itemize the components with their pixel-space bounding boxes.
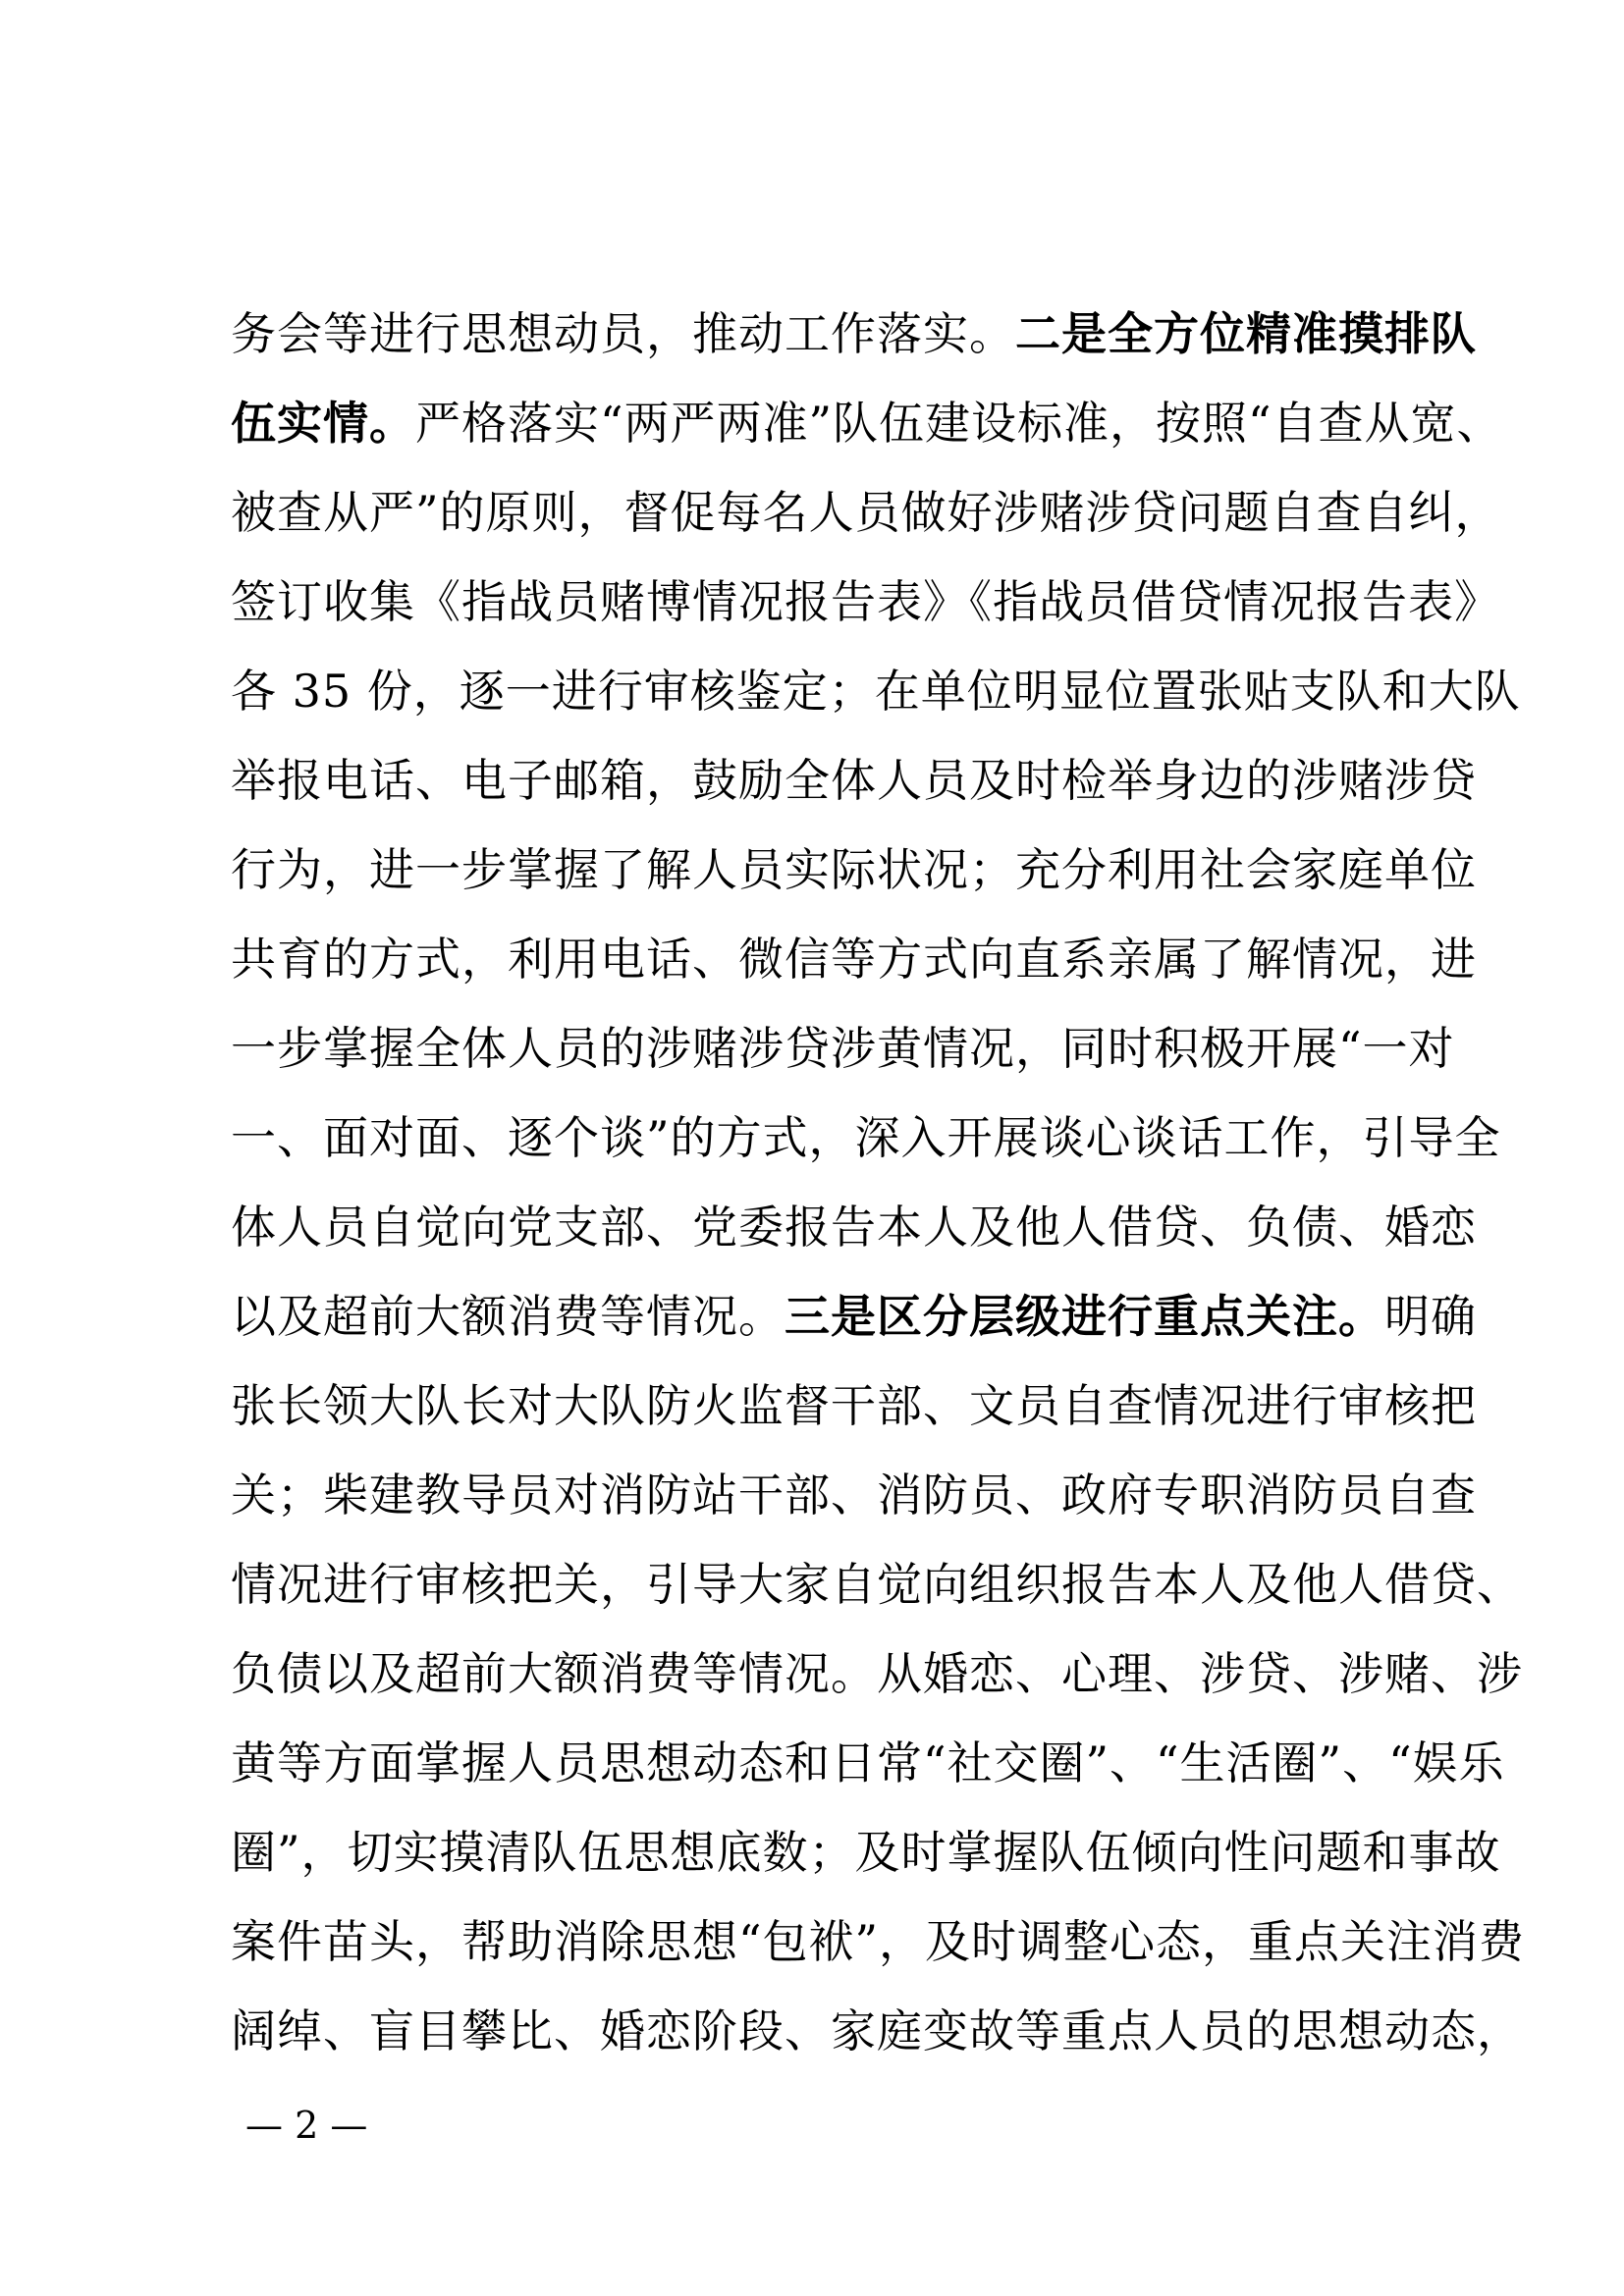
body-text-segment: 被查从严”的原则，督促每名人员做好涉赌涉贷问题自查自纠，	[231, 486, 1501, 539]
bold-heading-text: 三是区分层级进行重点关注。	[785, 1290, 1384, 1343]
body-text-segment: 务会等进行思想动员，推动工作落实。	[231, 307, 1015, 360]
text-line	[231, 473, 1501, 552]
body-text-segment: 张长领大队长对大队防火监督干部、文员自查情况进行审核把	[231, 1379, 1477, 1432]
text-line	[231, 294, 1477, 373]
body-text-segment: 负债以及超前大额消费等情况。从婚恋、心理、涉贷、涉赌、涉	[231, 1647, 1523, 1700]
body-text-segment: 关；柴建教导员对消防站干部、消防员、政府专职消防员自查	[231, 1468, 1477, 1522]
body-text-segment: 情况进行审核把关，引导大家自觉向组织报告本人及他人借贷、	[231, 1558, 1523, 1611]
text-line	[231, 652, 1521, 730]
text-line	[231, 830, 1477, 909]
text-line	[231, 920, 1477, 998]
text-line	[231, 1902, 1525, 1981]
body-text-segment: 以及超前大额消费等情况。	[231, 1290, 785, 1343]
body-text-segment: 行为，进一步掌握了解人员实际状况；充分利用社会家庭单位	[231, 843, 1477, 896]
body-text-segment: 各 35 份，逐一进行审核鉴定；在单位明显位置张贴支队和大队	[231, 665, 1521, 718]
text-line	[231, 384, 1503, 462]
text-line	[231, 1098, 1501, 1177]
body-text-segment: 举报电话、电子邮箱，鼓励全体人员及时检举身边的涉赌涉贷	[231, 754, 1477, 807]
body-text-segment: 签订收集《指战员赌博情况报告表》《指战员借贷情况报告表》	[231, 575, 1500, 628]
bold-heading-text: 二是全方位精准摸排队	[1015, 307, 1477, 360]
text-line	[231, 1366, 1477, 1445]
text-line	[231, 1813, 1501, 1892]
body-text-segment: 体人员自觉向党支部、党委报告本人及他人借贷、负债、婚恋	[231, 1201, 1477, 1254]
text-line	[231, 741, 1477, 820]
body-text-segment: 一步掌握全体人员的涉赌涉贷涉黄情况，同时积极开展“一对	[231, 1022, 1455, 1075]
body-text-segment: 严格落实“两严两准”队伍建设标准，按照“自查从宽、	[415, 397, 1503, 450]
text-line	[231, 1456, 1477, 1534]
body-text-segment: 阔绰、盲目攀比、婚恋阶段、家庭变故等重点人员的思想动态，	[231, 2004, 1523, 2057]
bold-heading-text: 伍实情。	[231, 397, 415, 450]
text-line	[231, 1188, 1477, 1266]
text-line	[231, 1009, 1455, 1088]
body-text-segment: 案件苗头，帮助消除思想“包袱”，及时调整心态，重点关注消费	[231, 1915, 1526, 1968]
text-line	[231, 1992, 1523, 2070]
text-line	[231, 1724, 1505, 1802]
body-text-segment: 共育的方式，利用电话、微信等方式向直系亲属了解情况，进	[231, 933, 1477, 986]
text-line	[231, 1634, 1523, 1713]
text-line	[231, 1277, 1477, 1356]
body-text-segment: 圈”，切实摸清队伍思想底数；及时掌握队伍倾向性问题和事故	[231, 1826, 1501, 1879]
text-line	[231, 562, 1500, 641]
page-number: — 2 —	[245, 2104, 368, 2147]
text-line	[231, 1545, 1523, 1624]
body-text-segment: 黄等方面掌握人员思想动态和日常“社交圈”、“生活圈”、“娱乐	[231, 1736, 1505, 1789]
body-text-segment: 一、面对面、逐个谈”的方式，深入开展谈心谈话工作，引导全	[231, 1111, 1501, 1164]
body-text-segment: 明确	[1384, 1290, 1477, 1343]
